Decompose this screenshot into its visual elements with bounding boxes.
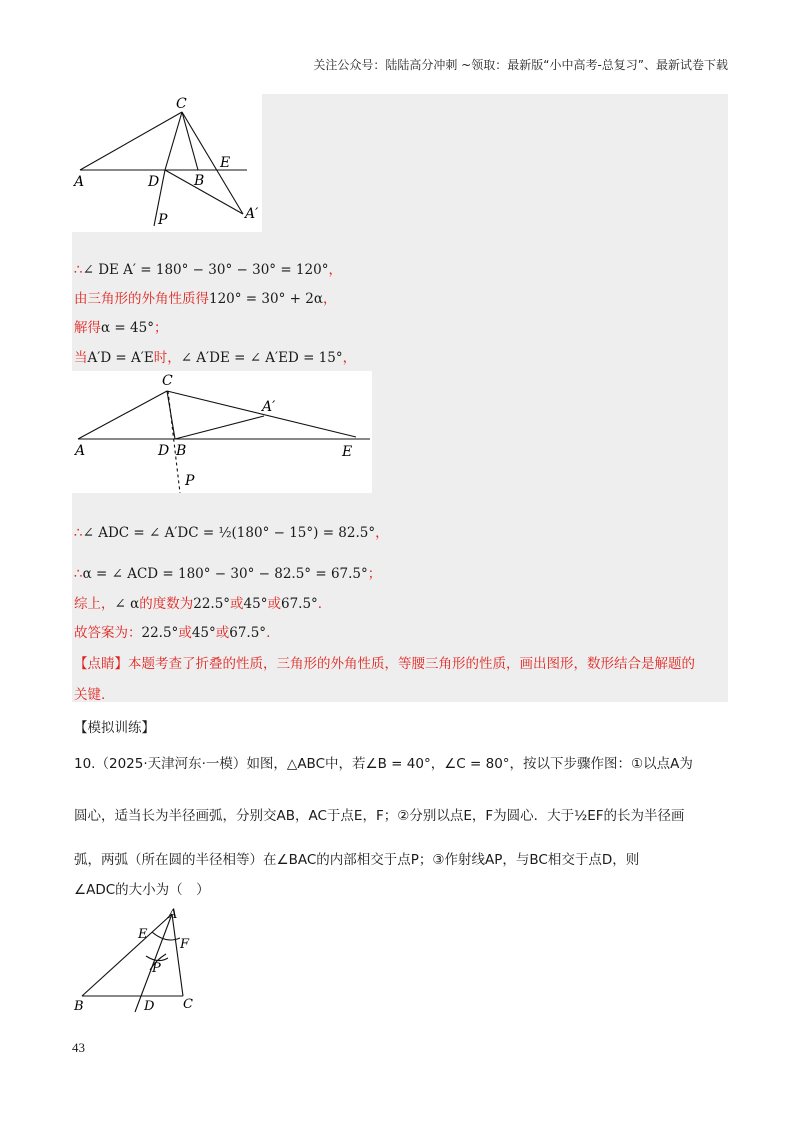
comment-line-1: 【点睛】本题考查了折叠的性质，三角形的外角性质，等腰三角形的性质，画出图形，数形结合是解题的 xyxy=(74,656,695,672)
page-header: 关注公众号：陆陆高分冲刺 ~领取：最新版“小中高考-总复习”、最新试卷下载 xyxy=(313,58,728,72)
label-c: C xyxy=(183,997,193,1012)
segment-cb xyxy=(182,112,198,170)
label-a: A xyxy=(75,443,86,459)
figure-3 xyxy=(72,904,202,1016)
label-d: D xyxy=(158,443,170,459)
page-number: 43 xyxy=(72,1040,85,1055)
segment-b-a-prime xyxy=(175,416,264,439)
segment-ab xyxy=(82,914,172,996)
solution-line-7: 综上，∠ α的度数为22.5°或45°或67.5°. xyxy=(74,596,323,612)
label-a: A xyxy=(74,174,85,190)
label-e: E xyxy=(342,444,353,460)
label-b: B xyxy=(194,173,205,189)
solution-line-1: ∴∠ DE A′ = 180° − 30° − 30° = 120°， xyxy=(74,262,342,278)
label-a: A xyxy=(168,907,178,922)
solution-line-6: ∴α = ∠ ACD = 180° − 30° − 82.5° = 67.5°； xyxy=(74,566,382,582)
label-p: P xyxy=(185,473,195,489)
label-c: C xyxy=(162,373,173,389)
solution-line-3: 解得α = 45°； xyxy=(74,320,168,336)
problem-line-3: 弧，两弧（所在圆的半径相等）在∠BAC的内部相交于点P；③作射线AP，与BC相交于点D，则 xyxy=(74,852,640,868)
solution-line-5: ∴∠ ADC = ∠ A′DC = ½(180° − 15°) = 82.5°， xyxy=(74,525,389,541)
label-f: F xyxy=(180,937,190,952)
solution-line-2: 由三角形的外角性质得120° = 30° + 2α， xyxy=(74,291,337,307)
label-p: P xyxy=(152,961,161,976)
label-b: B xyxy=(176,443,187,459)
label-b: B xyxy=(74,999,84,1014)
figure-2 xyxy=(72,371,372,493)
label-e: E xyxy=(220,155,231,171)
label-a-prime: A′ xyxy=(262,399,276,415)
label-d: D xyxy=(148,174,160,190)
segment-ac xyxy=(80,112,182,170)
segment-ac xyxy=(172,914,183,996)
solution-line-8: 故答案为：22.5°或45°或67.5°. xyxy=(74,625,271,641)
problem-line-4: ∠ADC的大小为（ ） xyxy=(74,882,210,898)
label-e: E xyxy=(138,927,148,942)
problem-line-1: 10.（2025·天津河东·一模）如图，△ABC中，若∠B = 40°，∠C = 80°，按以下步骤作图：①以点A为 xyxy=(74,756,693,772)
problem-line-2: 圆心，适当长为半径画弧，分别交AB，AC于点E，F；②分别以点E，F为圆心．大于½EF的长为半径画 xyxy=(74,808,685,824)
label-p: P xyxy=(158,212,168,228)
section-title: 【模拟训练】 xyxy=(74,720,155,736)
segment-ac xyxy=(78,391,167,439)
solution-line-4: 当A′D = A′E时，∠ A′DE = ∠ A′ED = 15°， xyxy=(74,350,357,366)
label-d: D xyxy=(144,999,155,1014)
figure-1 xyxy=(72,94,262,232)
segment-ca-prime xyxy=(182,112,243,214)
label-a-prime: A′ xyxy=(245,206,259,222)
label-c: C xyxy=(176,96,187,112)
arc-p-1 xyxy=(146,956,168,961)
comment-line-2: 关键. xyxy=(74,687,106,703)
